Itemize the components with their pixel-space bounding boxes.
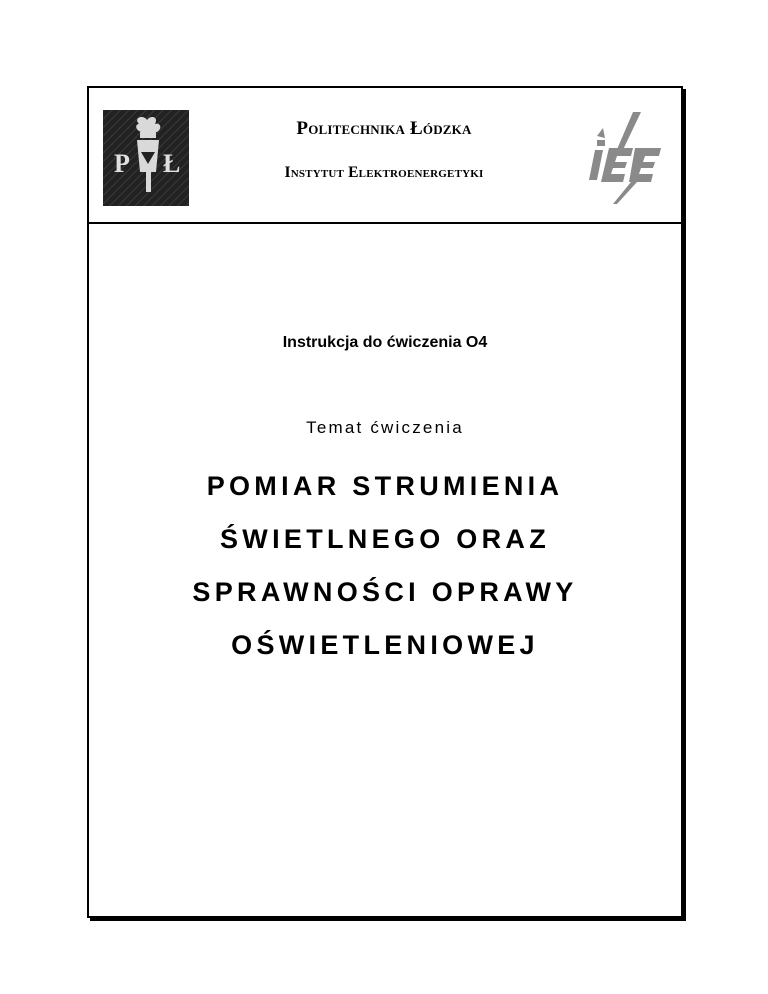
politechnika-lodzka-logo <box>103 110 189 206</box>
topic-title-line: ŚWIETLNEGO ORAZ <box>220 524 550 554</box>
topic-title <box>89 460 681 672</box>
document-header <box>89 88 681 224</box>
topic-title-line: POMIAR STRUMIENIA <box>206 471 564 501</box>
university-name: Politechnika Łódzka <box>296 118 472 139</box>
topic-title-line: OŚWIETLENIOWEJ <box>231 630 539 660</box>
logo-letter-l: Ł <box>163 149 181 178</box>
topic-label: Temat ćwiczenia <box>306 418 464 437</box>
instruction-title: Instrukcja do ćwiczenia O4 <box>282 334 488 351</box>
institute-name: Instytut Elektroenergetyki <box>284 164 484 181</box>
topic-title-line: SPRAWNOŚCI OPRAWY <box>192 577 578 607</box>
iee-logo <box>585 110 665 206</box>
logo-letter-p: P <box>114 149 130 178</box>
document-frame <box>87 86 683 918</box>
